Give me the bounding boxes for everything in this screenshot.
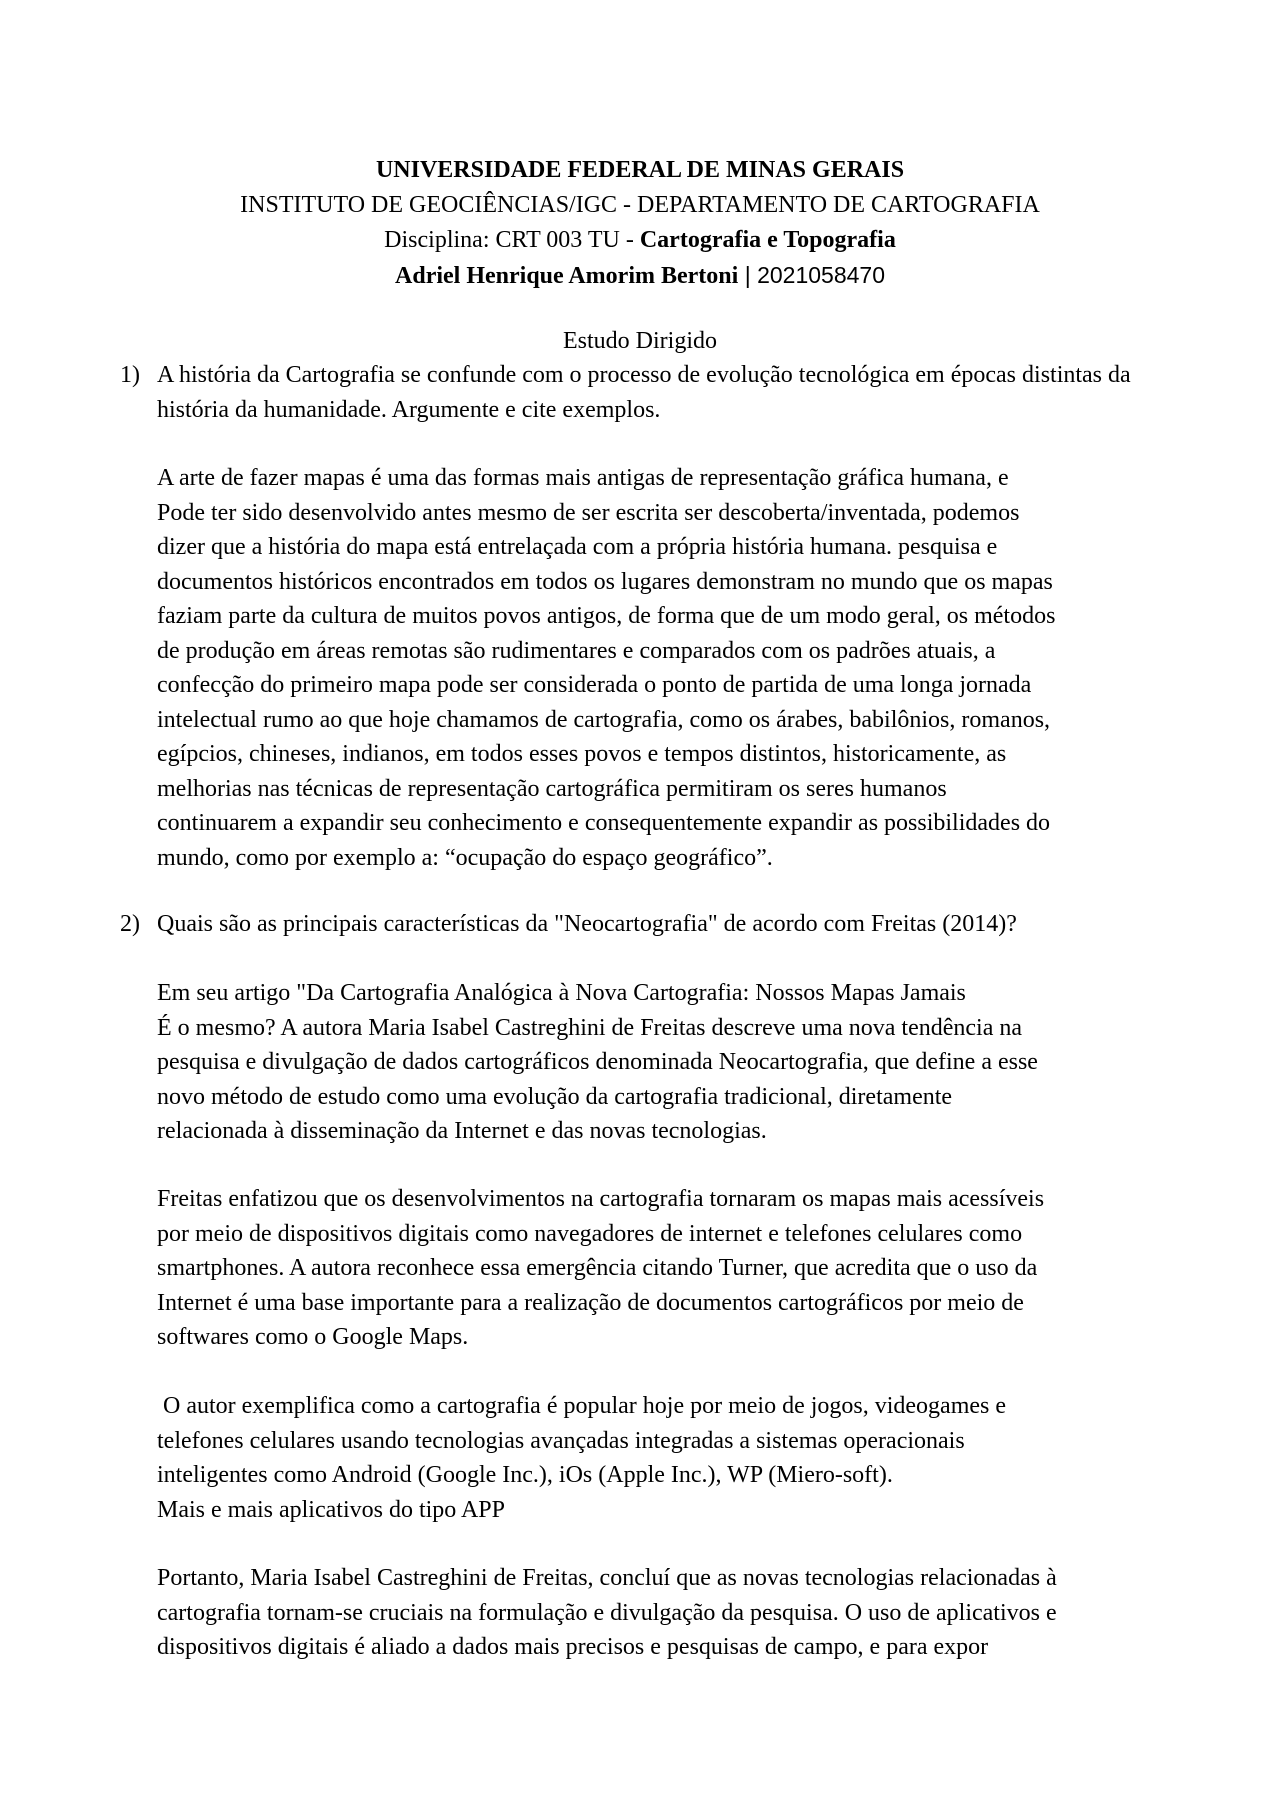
- answer-line: dizer que a história do mapa está entrelaçada com a própria história humana. pesquisa e: [157, 534, 998, 560]
- answer-line: pesquisa e divulgação de dados cartográficos denominada Neocartografia, que define a esse: [157, 1049, 1038, 1075]
- answer-line: Em seu artigo "Da Cartografia Analógica à Nova Cartografia: Nossos Mapas Jamais: [157, 980, 966, 1006]
- study-title: Estudo Dirigido: [563, 328, 717, 354]
- answer-line: novo método de estudo como uma evolução da cartografia tradicional, diretamente: [157, 1083, 953, 1110]
- answer-line: A arte de fazer mapas é uma das formas mais antigas de representação gráfica humana, e: [157, 465, 1009, 491]
- discipline-prefix: Disciplina: CRT 003 TU -: [384, 227, 640, 253]
- answer-line: continuarem a expandir seu conhecimento e consequentemente expandir as possibilidades do: [157, 810, 1051, 836]
- answer-line: softwares como o Google Maps.: [157, 1324, 469, 1350]
- answer-line: É o mesmo? A autora Maria Isabel Castreghini de Freitas descreve uma nova tendência na: [157, 1014, 1023, 1041]
- answer-line: documentos históricos encontrados em todos os lugares demonstram no mundo que os mapas: [157, 568, 1053, 595]
- discipline-name: Cartografia e Topografia: [639, 227, 896, 253]
- discipline-line: [0, 223, 1280, 258]
- answer-line: faziam parte da cultura de muitos povos antigos, de forma que de um modo geral, os métodos: [157, 603, 1056, 629]
- question-text: A história da Cartografia se confunde com o processo de evolução tecnológica em épocas distintas da história da humanidade. Argumente e cite exemplos.: [157, 362, 1131, 423]
- answer-2-paragraph-2: [157, 1182, 1157, 1355]
- answer-line: por meio de dispositivos digitais como navegadores de internet e telefones celulares como: [157, 1220, 1023, 1247]
- document-header: [0, 153, 1280, 294]
- student-line: [0, 258, 1280, 294]
- answer-line: mundo, como por exemplo a: “ocupação do espaço geográfico”.: [157, 844, 773, 871]
- question-number: 2): [120, 911, 140, 937]
- answer-line: Internet é uma base importante para a realização de documentos cartográficos por meio de: [157, 1289, 1024, 1316]
- answer-line: egípcios, chineses, indianos, em todos esses povos e tempos distintos, historicamente, as: [157, 741, 1007, 767]
- answer-line: intelectual rumo ao que hoje chamamos de cartografia, como os árabes, babilônios, romanos,: [157, 706, 1051, 733]
- answer-line: dispositivos digitais é aliado a dados mais precisos e pesquisas de campo, e para expor: [157, 1634, 989, 1660]
- answer-line: Freitas enfatizou que os desenvolvimentos na cartografia tornaram os mapas mais acessíveis: [157, 1186, 1045, 1212]
- university-name: UNIVERSIDADE FEDERAL DE MINAS GERAIS: [375, 157, 905, 183]
- question-row: [120, 907, 1160, 942]
- institute-name: INSTITUTO DE GEOCIÊNCIAS/IGC - DEPARTAMENTO DE CARTOGRAFIA: [240, 192, 1040, 218]
- answer-line: relacionada à disseminação da Internet e das novas tecnologias.: [157, 1118, 767, 1144]
- answer-line: Pode ter sido desenvolvido antes mesmo de ser escrita ser descoberta/inventada, podemos: [157, 499, 1020, 526]
- student-id: | 2021058470: [738, 262, 885, 288]
- question-row: [120, 358, 1160, 427]
- answer-2-paragraph-3: [157, 1389, 1157, 1527]
- answer-2-paragraph-1: [157, 976, 1157, 1149]
- answer-line: melhorias nas técnicas de representação cartográfica permitiram os seres humanos: [157, 775, 947, 802]
- question-number: 1): [120, 362, 140, 388]
- answer-line: Portanto, Maria Isabel Castreghini de Freitas, concluí que as novas tecnologias relacionadas à: [157, 1565, 1057, 1591]
- answer-line: de produção em áreas remotas são rudimentares e comparados com os padrões atuais, a: [157, 637, 996, 664]
- answer-line: telefones celulares usando tecnologias avançadas integradas a sistemas operacionais: [157, 1427, 965, 1454]
- answer-line: O autor exemplifica como a cartografia é popular hoje por meio de jogos, videogames e: [157, 1393, 1007, 1419]
- question-2: [120, 907, 1160, 942]
- answer-line: smartphones. A autora reconhece essa emergência citando Turner, que acredita que o uso da: [157, 1255, 1038, 1281]
- question-1: [120, 358, 1160, 427]
- answer-line: cartografia tornam-se cruciais na formulação e divulgação da pesquisa. O uso de aplicativos e: [157, 1599, 1057, 1626]
- answer-line: Mais e mais aplicativos do tipo APP: [157, 1496, 505, 1523]
- answer-line: inteligentes como Android (Google Inc.), iOs (Apple Inc.), WP (Miero-soft).: [157, 1462, 893, 1488]
- answer-1: [157, 461, 1157, 875]
- question-text: Quais são as principais características da "Neocartografia" de acordo com Freitas (2014)?: [157, 911, 1017, 937]
- answer-line: confecção do primeiro mapa pode ser considerada o ponto de partida de uma longa jornada: [157, 672, 1032, 698]
- answer-2-paragraph-4: [157, 1561, 1157, 1665]
- student-name: Adriel Henrique Amorim Bertoni: [395, 263, 739, 289]
